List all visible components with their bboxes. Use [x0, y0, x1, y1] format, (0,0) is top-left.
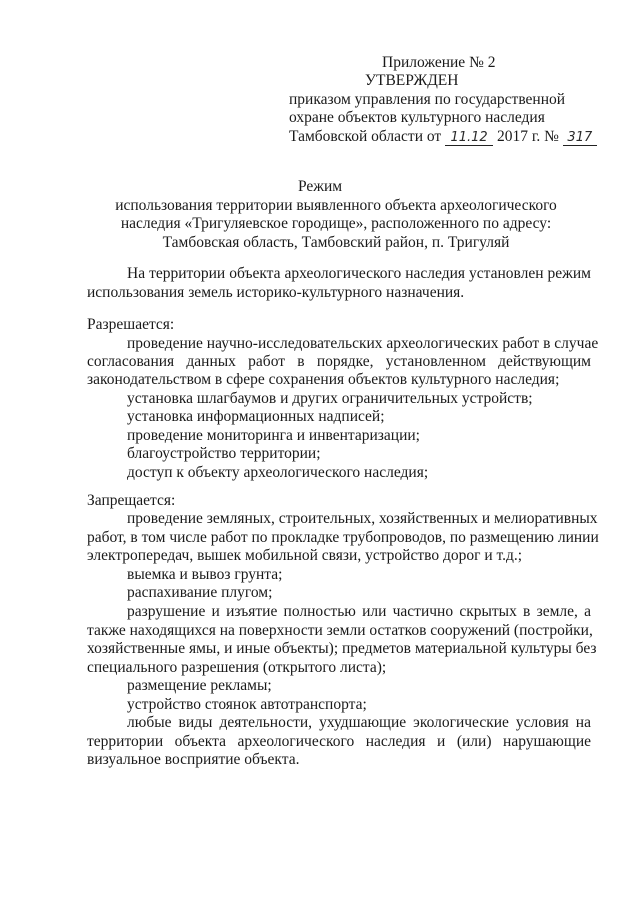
forbidden-line: распахивание плугом; — [127, 584, 273, 601]
allowed-line: доступ к объекту археологического наследия; — [127, 464, 429, 481]
forbidden-line: хозяйственные ямы, и иные объекты); предметов материальной культуры без — [87, 640, 597, 657]
allowed-line: установка информационных надписей; — [127, 408, 385, 425]
forbidden-line: визуальное восприятие объекта. — [87, 751, 300, 768]
title-line-2: использования территории выявленного объекта археологического — [115, 197, 557, 214]
allowed-line: установка шлагбаумов и других ограничительных устройств; — [127, 390, 533, 407]
approved-label: УТВЕРЖДЕН — [365, 72, 459, 89]
allowed-line: согласования данных работ в порядке, установленном действующим — [87, 353, 591, 370]
forbidden-line: размещение рекламы; — [127, 677, 272, 694]
order-line-3 — [289, 127, 597, 146]
order-year: 2017 г. № — [496, 128, 559, 145]
allowed-line: проведение научно-исследовательских археологических работ в случае — [127, 335, 599, 352]
intro-line-1: На территории объекта археологического наследия установлен режим — [127, 265, 591, 282]
order-number-handwritten: 317 — [563, 130, 597, 146]
allowed-heading: Разрешается: — [87, 316, 175, 333]
forbidden-line: электропередач, вышек мобильной связи, устройство дорог и т.д.; — [87, 547, 523, 564]
appendix-label: Приложение № 2 — [382, 54, 496, 71]
forbidden-line: специального разрешения (открытого листа); — [87, 659, 387, 676]
allowed-line: проведение мониторинга и инвентаризации; — [127, 427, 420, 444]
intro-line-2: использования земель историко-культурного назначения. — [87, 284, 465, 301]
order-line-2: охране объектов культурного наследия — [289, 109, 545, 126]
title-regime: Режим — [297, 178, 343, 195]
forbidden-line: выемка и вывоз грунта; — [127, 566, 283, 583]
title-line-4: Тамбовская область, Тамбовский район, п. Тригуляй — [162, 234, 510, 251]
order-line-1: приказом управления по государственной — [289, 91, 566, 108]
title-line-3: наследия «Тригуляевское городище», расположенного по адресу: — [120, 215, 552, 232]
forbidden-line: устройство стоянок автотранспорта; — [127, 696, 367, 713]
allowed-line: законодательством в сфере сохранения объектов культурного наследия; — [87, 371, 560, 388]
forbidden-heading: Запрещается: — [87, 492, 176, 509]
forbidden-line: проведение земляных, строительных, хозяйственных и мелиоративных — [127, 510, 598, 527]
allowed-line: благоустройство территории; — [127, 445, 321, 462]
forbidden-line: разрушение и изъятие полностью или частично скрытых в земле, а — [127, 603, 591, 620]
forbidden-line: работ, в том числе работ по прокладке трубопроводов, по размещению линии — [87, 529, 599, 546]
forbidden-line: территории объекта археологического наследия и (или) нарушающие — [87, 733, 591, 750]
forbidden-line: также находящихся на поверхности земли остатков сооружений (постройки, — [87, 622, 593, 639]
order-line-3-prefix: Тамбовской области от — [289, 128, 442, 145]
order-date-handwritten: 11.12 — [445, 130, 493, 146]
forbidden-line: любые виды деятельности, ухудшающие экологические условия на — [127, 714, 591, 731]
